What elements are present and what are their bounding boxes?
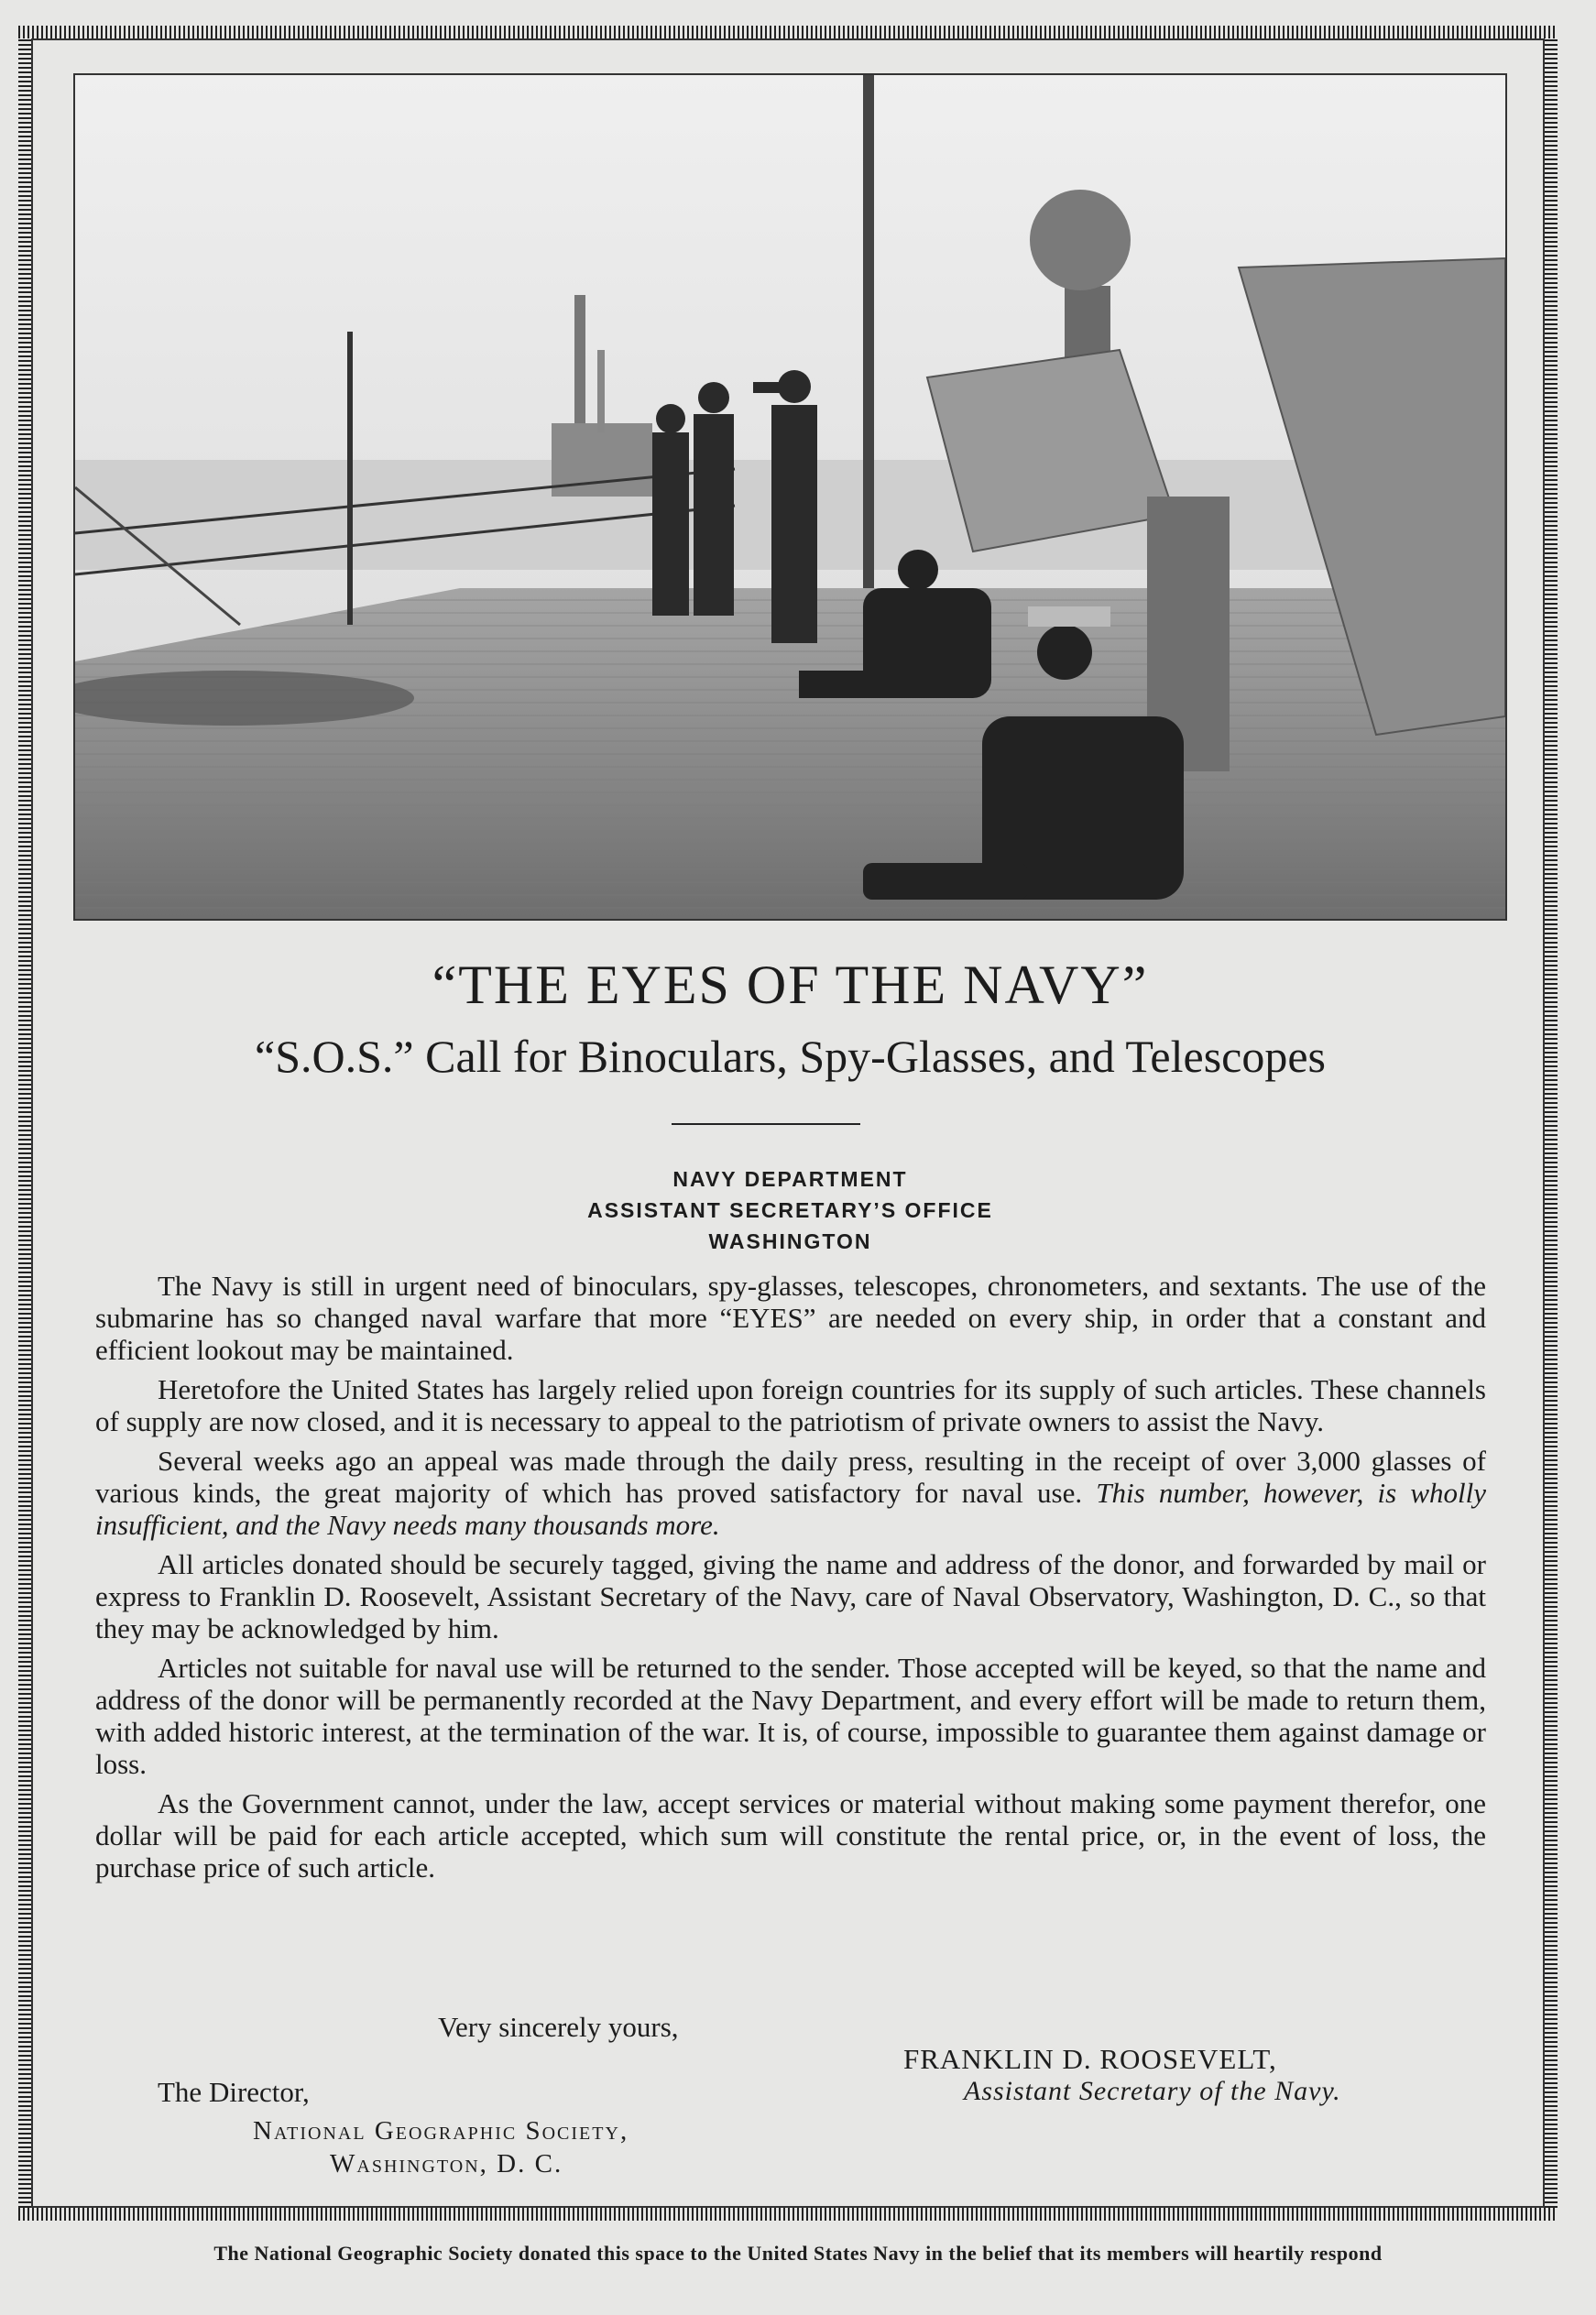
border-top: [18, 26, 1558, 38]
paragraph-1: The Navy is still in urgent need of binoculars, spy-glasses, telescopes, chronometers, and sextants. The use of the submarine has so changed naval warfare that more “EYES” are needed on every ship, in order that a constant and efficient lookout may be maintained.: [95, 1270, 1486, 1366]
closing: Very sincerely yours,: [438, 2011, 679, 2043]
divider-rule: [672, 1123, 860, 1125]
department-line-2: ASSISTANT SECRETARY’S OFFICE: [587, 1198, 993, 1222]
addressee: The Director,: [158, 2076, 310, 2108]
border-right: [1545, 26, 1558, 2221]
border-left: [18, 26, 31, 2221]
headline: “THE EYES OF THE NAVY”: [432, 955, 1149, 1015]
department-line-1: NAVY DEPARTMENT: [672, 1167, 908, 1191]
navy-deck-photograph: [73, 73, 1507, 921]
department-line-3: WASHINGTON: [708, 1229, 872, 1253]
paragraph-3: [95, 1445, 1486, 1541]
paragraph-6: As the Government cannot, under the law, accept services or material without making some payment therefor, one dollar will be paid for each article accepted, which sum will constitute the rental price, or, in the event of loss, the purchase price of such article.: [95, 1787, 1486, 1884]
paragraph-3-emphasis: This number, however, is wholly insufficient, and the Navy needs many thousands more.: [95, 1477, 1486, 1541]
department-heading: [73, 1163, 1507, 1257]
border-bottom: [18, 2208, 1558, 2221]
letter-body: [95, 1270, 1486, 1891]
subheadline: “S.O.S.” Call for Binoculars, Spy-Glasses, and Telescopes: [255, 1031, 1326, 1082]
signer-name: FRANKLIN D. ROOSEVELT,: [903, 2043, 1277, 2075]
paragraph-4: All articles donated should be securely tagged, giving the name and address of the donor, and forwarded by mail or express to Franklin D. Roosevelt, Assistant Secretary of the Navy, care of Naval Observatory, Washington, D. C., so that they may be acknowledged by him.: [95, 1548, 1486, 1644]
addressee-city: Washington, D. C.: [330, 2149, 563, 2179]
footer-note: The National Geographic Society donated this space to the United States Navy in the belief that its members will heartily respond: [213, 2242, 1383, 2265]
paragraph-2: Heretofore the United States has largely relied upon foreign countries for its supply of such articles. These channels of supply are now closed, and it is necessary to appeal to the patriotism of private owners to assist the Navy.: [95, 1373, 1486, 1437]
addressee-organization: National Geographic Society,: [253, 2116, 629, 2146]
paragraph-5: Articles not suitable for naval use will be returned to the sender. Those accepted will be keyed, so that the name and address of the donor will be permanently recorded at the Navy Department, and every effort will be made to return them, with added historic interest, at the termination of the war. It is, of course, impossible to guarantee them against damage or loss.: [95, 1652, 1486, 1780]
photo-illustration: [75, 75, 1505, 919]
paragraph-3-text: Several weeks ago an appeal was made through the daily press, resulting in the receipt of over 3,000 glasses of various kinds, the great majority of which has proved satisfactory for naval use.: [95, 1445, 1486, 1509]
signer-title: Assistant Secretary of the Navy.: [964, 2076, 1341, 2106]
